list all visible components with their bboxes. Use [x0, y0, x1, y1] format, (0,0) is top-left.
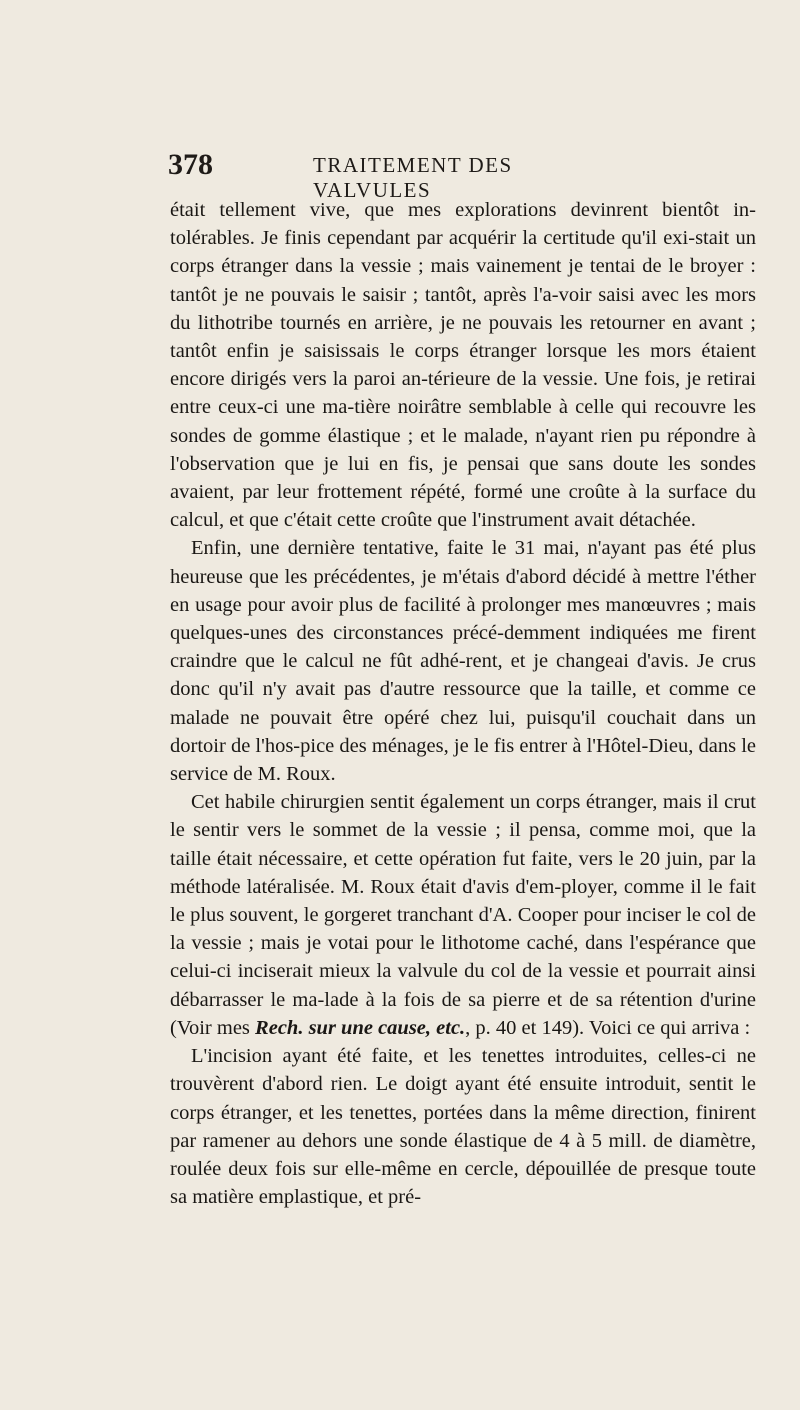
page-number: 378 — [168, 148, 213, 181]
paragraph-3-end: , p. 40 et 149). Voici ce qui arriva : — [465, 1016, 751, 1039]
reference-title: Rech. sur une cause, etc. — [255, 1016, 466, 1039]
paragraph-1: était tellement vive, que mes explorations devinrent bientôt in-tolérables. Je finis cependant par acquérir la certitude qu'il exi-stait un corps étranger dans la vessie ; mais vainement je tentai de le broyer : tantôt je ne pouvais le saisir ; tantôt, après l'a-voir saisi avec les mors du lithotribe tournés en arrière, je ne pouvais les retourner en avant ; tantôt enfin je saisissais le corps étranger lorsque les mors étaient encore dirigés vers la paroi an-térieure de la vessie. Une fois, je retirai entre ceux-ci une ma-tière noirâtre semblable à celle qui recouvre les sondes de gomme élastique ; et le malade, n'ayant rien pu répondre à l'observation que je lui en fis, je pensai que sans doute les sondes avaient, par leur frottement répété, formé une croûte à la surface du calcul, et que c'était cette croûte que l'instrument avait détachée. — [170, 199, 756, 532]
running-head — [168, 148, 628, 202]
body-text — [170, 196, 756, 1211]
running-title: TRAITEMENT DES VALVULES — [313, 153, 513, 202]
paragraph-3 — [170, 788, 756, 1042]
paragraph-2: Enfin, une dernière tentative, faite le 31 mai, n'ayant pas été plus heureuse que les précédentes, je m'étais d'abord décidé à mettre l'éther en usage pour avoir plus de facilité à prolonger mes manœuvres ; mais quelques-unes des circonstances précé-demment indiquées me firent craindre que le calcul ne fût adhé-rent, et je changeai d'avis. Je crus donc qu'il n'y avait pas d'autre ressource que la taille, et comme ce malade ne pouvait être opéré chez lui, puisqu'il couchait dans un dortoir de l'hos-pice des ménages, je le fis entrer à l'Hôtel-Dieu, dans le service de M. Roux. — [170, 537, 756, 786]
paragraph-4: L'incision ayant été faite, et les tenettes introduites, celles-ci ne trouvèrent d'abord rien. Le doigt ayant été ensuite introduit, sentit le corps étranger, et les tenettes, portées dans la même direction, finirent par ramener au dehors une sonde élastique de 4 à 5 mill. de diamètre, roulée deux fois sur elle-même en cercle, dépouillée de presque toute sa matière emplastique, et pré- — [170, 1045, 756, 1209]
paragraph-3-text: Cet habile chirurgien sentit également un corps étranger, mais il crut le sentir vers le sommet de la vessie ; il pensa, comme moi, que la taille était nécessaire, et cette opération fut faite, vers le 20 juin, par la méthode latéralisée. M. Roux était d'avis d'em-ployer, comme il le fait le plus souvent, le gorgeret tranchant d'A. Cooper pour inciser le col de la vessie ; mais je votai pour le lithotome caché, dans l'espérance que celui-ci inciserait mieux la valvule du col de la vessie et pourrait ainsi débarrasser le ma-lade à la fois de sa pierre et de sa rétention d'urine (Voir mes — [170, 791, 756, 1039]
